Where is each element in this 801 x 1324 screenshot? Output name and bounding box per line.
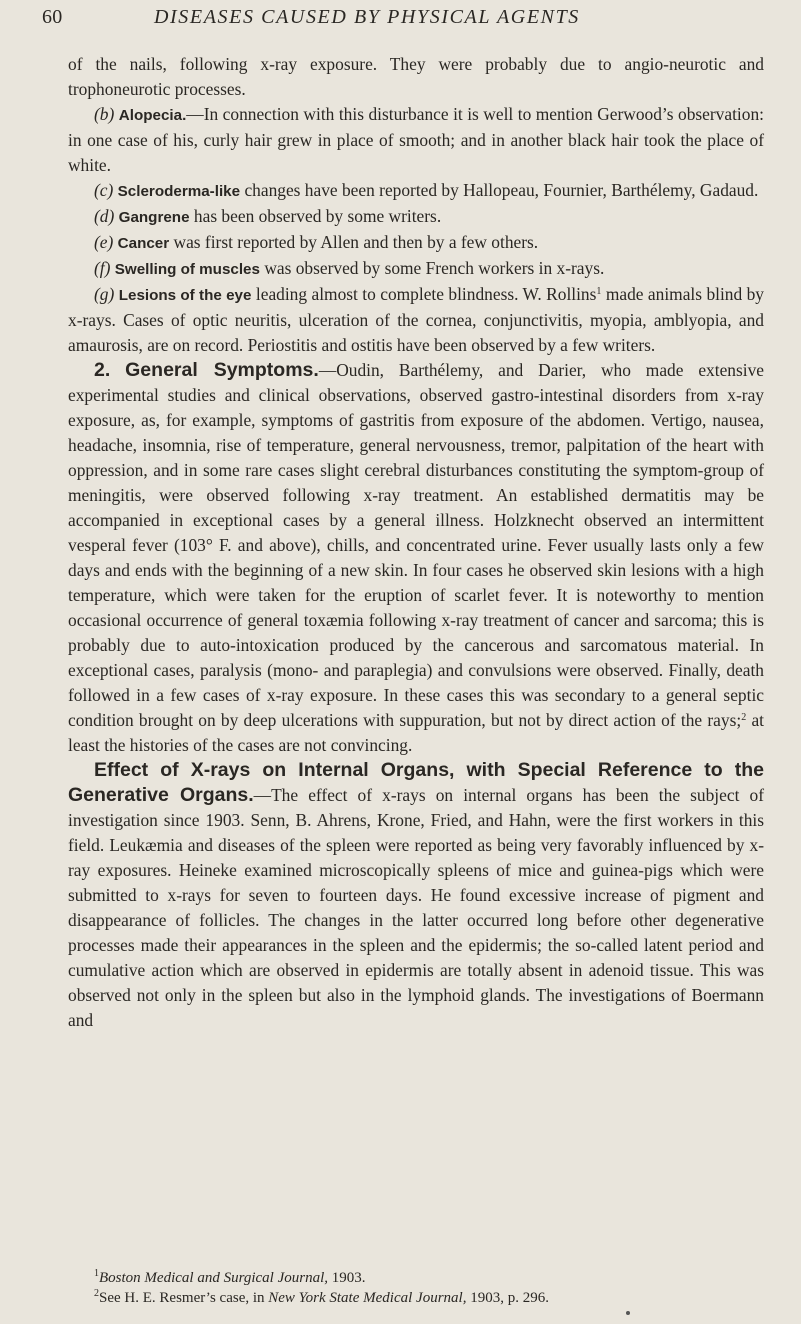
item-label: (e)	[94, 232, 114, 252]
paragraph-eye-lesions	[68, 282, 764, 358]
section-general-symptoms	[68, 358, 764, 758]
run-in-heading: Lesions of the eye	[118, 287, 252, 304]
paragraph-text: has been observed by some writers.	[193, 206, 442, 226]
print-speck	[626, 1311, 630, 1315]
item-label: (g)	[94, 284, 115, 304]
paragraph-text: —Oudin, Barthélemy, and Darier, who made extensive experimental studies and clinical observations, observed gastro-intestinal disorders from x-ray exposure, as, for example, symptoms of gastritis from exposure of the abdomen. Vertigo, nausea, headache, insomnia, rise of temperature, general nervousness, tremor, palpitation of the heart with oppression, and in some rare cases slight cerebral disturbances constituting the symptom-group of meningitis, were observed following x-ray treatment. An established dermatitis may be accompanied in exceptional cases by a general illness. Holzknecht observed an intermittent vesperal fever (103° F. and above), chills, and concentrated urine. Fever usually lasts only a few days and ends with the beginning of a new skin. In four cases he observed skin lesions with a high temperature, which were taken for the eruption of scarlet fever. It is noteworthy to mention occasional occurrence of general toxæmia following x-ray treatment of cancer and sarcoma; this is probably due to auto-intoxication produced by the cancerous and sarcomatous material. In exceptional cases, paralysis (mono- and paraplegia) and convulsions were observed. Finally, death followed in a few cases of x-ray exposure. In these cases this was secondary to a general septic condition brought on by deep ulcerations with suppuration, but not by direct action of the rays;	[68, 360, 764, 730]
section-heading: Effect of X-rays on Internal Organs, with Special Reference to the Generative Organs.	[68, 759, 764, 806]
running-head	[42, 6, 764, 36]
run-in-heading: Swelling of muscles	[114, 261, 260, 278]
footnote-2	[68, 1288, 764, 1308]
item-label: (b)	[94, 104, 115, 124]
run-in-heading: Cancer	[117, 235, 170, 252]
paragraph-text: was first reported by Allen and then by a few others.	[173, 232, 539, 252]
paragraph-text: at least the histories of the cases are not convincing.	[68, 710, 764, 755]
run-in-heading: Alopecia.	[118, 107, 187, 124]
item-label: (f)	[94, 258, 111, 278]
paragraph-cancer	[68, 230, 764, 256]
footnote-journal: New York State Medical Journal,	[268, 1290, 467, 1306]
paragraph-text: changes have been reported by Hallopeau, Fournier, Barthélemy, Gadaud.	[244, 180, 759, 200]
footnote-year: 1903.	[331, 1270, 366, 1286]
footnote-journal: Boston Medical and Surgical Journal,	[99, 1270, 328, 1286]
run-in-heading: Scleroderma-like	[117, 183, 241, 200]
paragraph-text: was observed by some French workers in x-rays.	[264, 258, 605, 278]
paragraph-text: leading almost to complete blindness. W. Rollins	[255, 284, 597, 304]
page-number: 60	[42, 6, 63, 28]
footnotes	[68, 1268, 764, 1308]
paragraph-text: —The effect of x-rays on internal organs has been the subject of investigation since 1903. Senn, B. Ahrens, Krone, Fried, and Hahn, were the first workers in this field. Leukæmia and diseases of the spleen were reported as being very favorably influenced by x-ray exposures. Heineke examined microscopically spleens of mice and guinea-pigs which were submitted to x-rays for seven to fourteen days. He found excessive increase of pigment and disappearance of follicles. The changes in the latter occurred long before other degenerative processes made their appearances in the spleen and the epidermis; the so-called latent period and cumulative action which are observed in epidermis are totally absent in adenoid tissue. This was observed not only in the spleen but also in the lymphoid glands. The investigations of Boermann and	[68, 785, 764, 1030]
paragraph-gangrene	[68, 204, 764, 230]
footnote-ref: 2	[741, 712, 747, 723]
footnote-1	[68, 1268, 764, 1288]
item-label: (c)	[94, 180, 114, 200]
section-internal-organs	[68, 758, 764, 1033]
section-heading: General Symptoms.	[125, 359, 319, 381]
paragraph-alopecia	[68, 102, 764, 178]
section-number: 2.	[94, 359, 111, 381]
footnote-mark: 1	[94, 1268, 99, 1279]
running-title: DISEASES CAUSED BY PHYSICAL AGENTS	[154, 6, 580, 28]
body-text	[68, 52, 764, 1033]
footnote-ref: 1	[596, 286, 602, 297]
run-in-heading: Gangrene	[118, 209, 190, 226]
paragraph-scleroderma	[68, 178, 764, 204]
footnote-mark: 2	[94, 1288, 99, 1299]
item-label: (d)	[94, 206, 115, 226]
paragraph-text: made animals blind by x-rays. Cases of optic neuritis, ulceration of the cornea, conjunctivitis, myopia, amblyopia, and amaurosis, are on record. Periostitis and ostitis have been observed by a few writers.	[68, 284, 765, 355]
paragraph-continuation: of the nails, following x-ray exposure. They were probably due to angio-neurotic and trophoneurotic processes.	[68, 54, 764, 99]
footnote-text: See H. E. Resmer’s case, in	[99, 1290, 265, 1306]
footnote-text: 1903, p. 296.	[470, 1290, 549, 1306]
paragraph-text: —In connection with this disturbance it is well to mention Gerwood’s observation: in one case of his, curly hair grew in place of smooth; and in another black hair took the place of white.	[68, 104, 764, 175]
paragraph-swelling	[68, 256, 764, 282]
